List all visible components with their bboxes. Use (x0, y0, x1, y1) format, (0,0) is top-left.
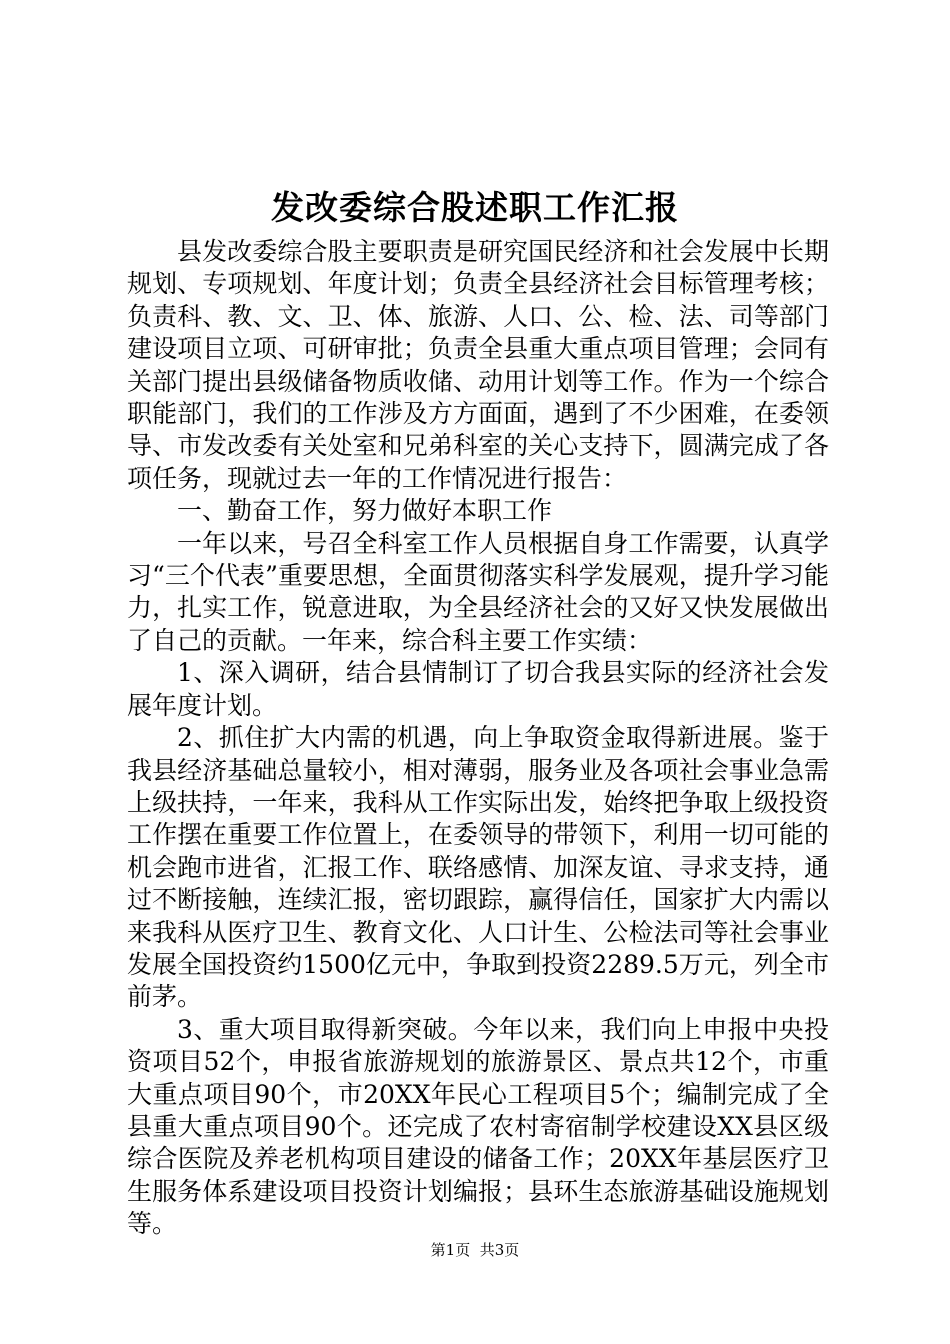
document-body (127, 236, 829, 1241)
page-number: 第1页 (430, 1241, 471, 1259)
paragraph-intro: 县发改委综合股主要职责是研究国民经济和社会发展中长期规划、专项规划、年度计划；负责全县经济社会目标管理考核；负责科、教、文、卫、体、旅游、人口、公、检、法、司等部门建设项目立项、可研审批；负责全县重大重点项目管理；会同有关部门提出县级储备物质收储、动用计划等工作。作为一个综合职能部门，我们的工作涉及方方面面，遇到了不少困难，在委领导、市发改委有关处室和兄弟科室的关心支持下，圆满完成了各项任务，现就过去一年的工作情况进行报告： (127, 237, 829, 493)
document-title: 发改委综合股述职工作汇报 (271, 188, 679, 227)
page-total: 共3页 (479, 1241, 520, 1259)
paragraph-item-3: 3、重大项目取得新突破。今年以来，我们向上申报中央投资项目52个，申报省旅游规划的旅游景区、景点共12个，市重大重点项目90个，市20XX年民心工程项目5个；编制完成了全县重大重点项目90个。还完成了农村寄宿制学校建设XX县区级综合医院及养老机构项目建设的储备工作；20XX年基层医疗卫生服务体系建设项目投资计划编报；县环生态旅游基础设施规划等。 (127, 1014, 829, 1239)
footer-separator (470, 1241, 480, 1259)
section-heading-1: 一、勤奋工作，努力做好本职工作 (177, 496, 553, 526)
paragraph-item-1: 1、深入调研，结合县情制订了切合我县实际的经济社会发展年度计划。 (127, 658, 829, 720)
paragraph-section-1: 一年以来，号召全科室工作人员根据自身工作需要，认真学习“三个代表”重要思想，全面贯彻落实科学发展观，提升学习能力，扎实工作，锐意进取，为全县经济社会的又好又快发展做出了自己的贡献。一年来，综合科主要工作实绩： (127, 528, 829, 655)
page-footer (0, 1240, 950, 1260)
paragraph-item-2: 2、抓住扩大内需的机遇，向上争取资金取得新进展。鉴于我县经济基础总量较小，相对薄弱，服务业及各项社会事业急需上级扶持，一年来，我科从工作实际出发，始终把争取上级投资工作摆在重要工作位置上，在委领导的带领下，利用一切可能的机会跑市进省，汇报工作、联络感情、加深友谊、寻求支持，通过不断接触，连续汇报，密切跟踪，赢得信任，国家扩大内需以来我科从医疗卫生、教育文化、人口计生、公检法司等社会事业发展全国投资约1500亿元中，争取到投资2289.5万元，列全市前茅。 (127, 723, 829, 1012)
